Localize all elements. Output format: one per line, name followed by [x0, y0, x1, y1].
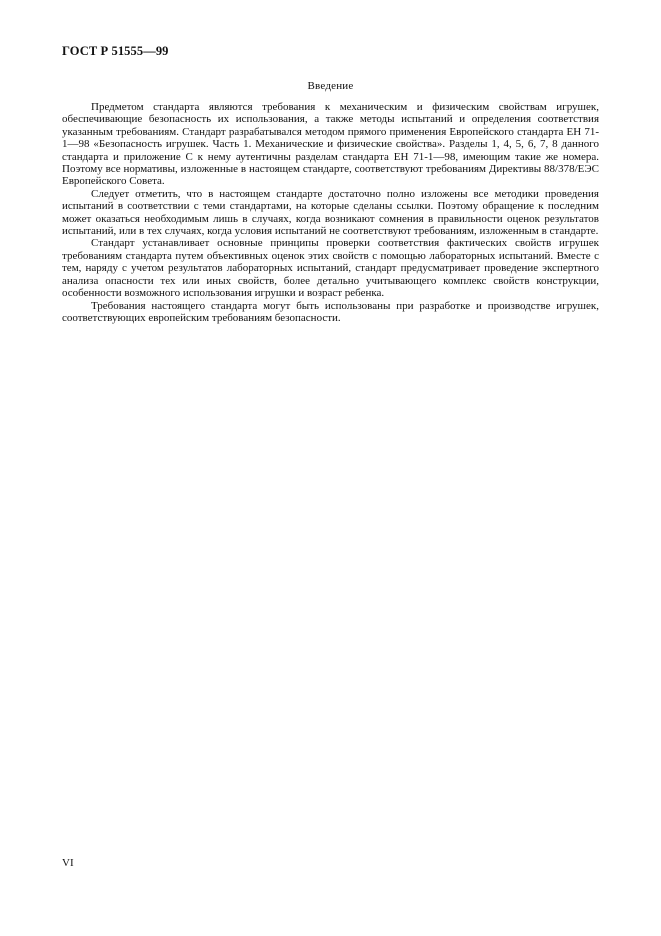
paragraph: Требования настоящего стандарта могут быть использованы при разработке и производстве игрушек, соответствующих европейским требованиям безопасности. — [62, 299, 599, 324]
page-number: VI — [62, 857, 74, 869]
paragraph: Стандарт устанавливает основные принципы проверки соответствия фактических свойств игрушек требованиям стандарта путем объективных оценок этих свойств с помощью лабораторных испытаний. Вместе с тем, наряду с учетом результатов лабораторных испытаний, стандарт предусматривает проведение экспертного анализа опасности тех или иных свойств, более детально учитывающего комплекс свойств конструкции, особенности возможного использования игрушки и возраст ребенка. — [62, 237, 599, 300]
paragraph: Предметом стандарта являются требования к механическим и физическим свойствам игрушек, обеспечивающие безопасность их использования, а также методы испытаний и определения соответствия указанным требованиям. Стандарт разрабатывался методом прямого применения Европейского стандарта ЕН 71-1—98 «Безопасность игрушек. Часть 1. Механические и физические свойства». Разделы 1, 4, 5, 6, 7, 8 данного стандарта и приложение С к нему аутентичны разделам стандарта ЕН 71-1—98, имеющим такие же номера. Поэтому все нормативы, изложенные в настоящем стандарте, соответствуют требованиям Директивы 88/378/ЕЭС Европейского Совета. — [62, 101, 599, 188]
paragraph: Следует отметить, что в настоящем стандарте достаточно полно изложены все методики проведения испытаний в соответствии с теми стандартами, на которые сделаны ссылки. Поэтому обращение к последним может оказаться необходимым лишь в случаях, когда возникают сомнения в правильности оценок результатов испытаний, или в тех случаях, когда условия испытаний не соответствуют требованиям, изложенным в стандарте. — [62, 187, 599, 238]
document-code: ГОСТ Р 51555—99 — [62, 44, 169, 58]
section-title: Введение — [307, 80, 354, 92]
body-text — [62, 101, 599, 324]
